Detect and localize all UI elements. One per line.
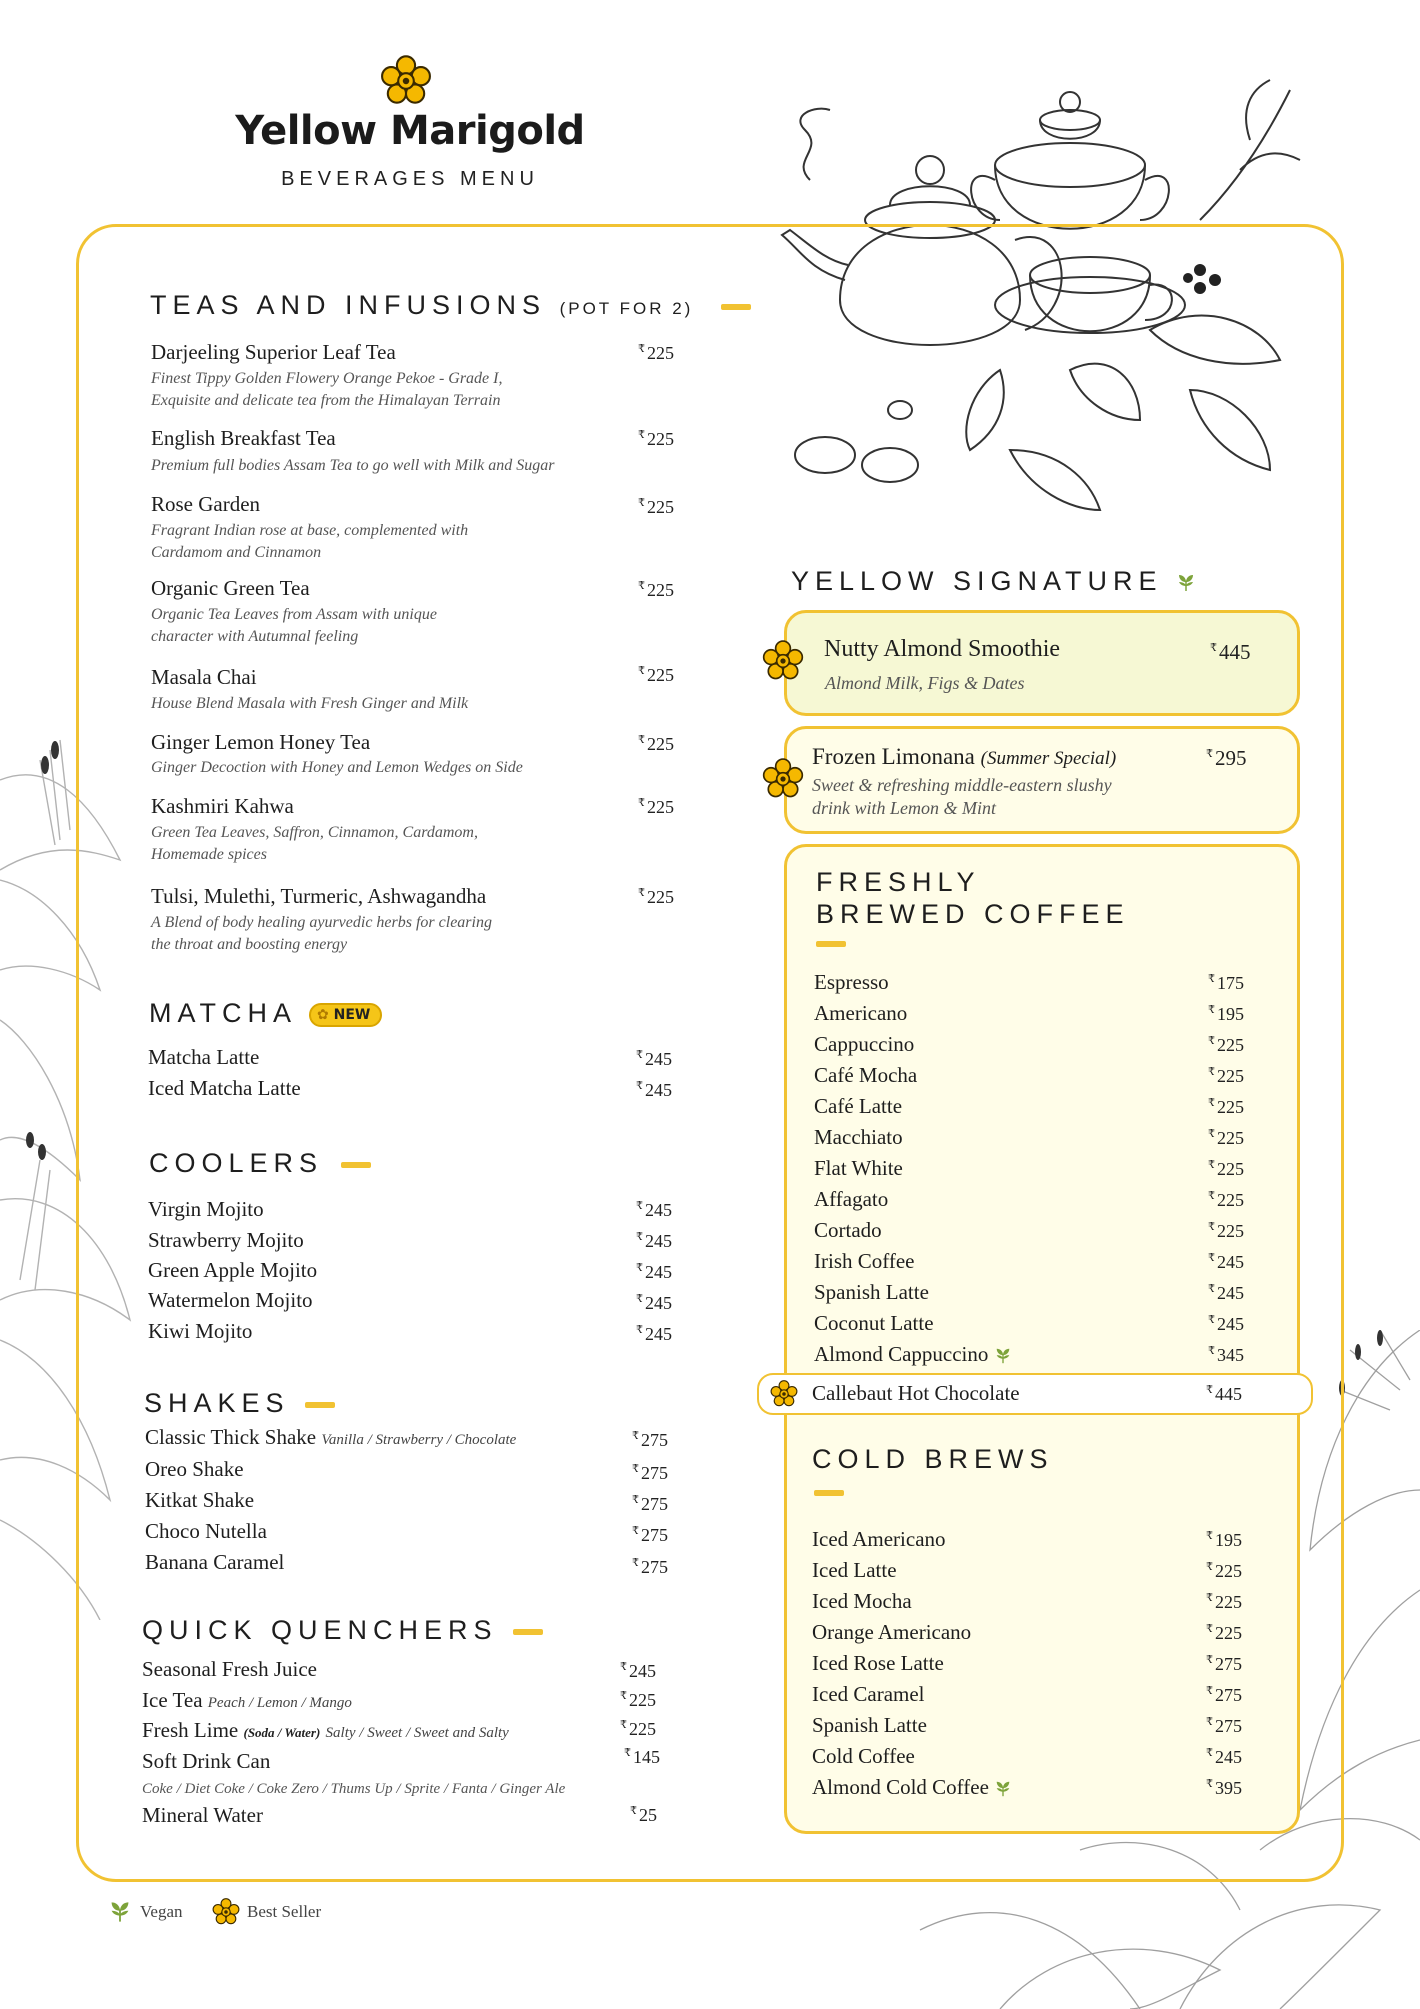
- item-price: [632, 1429, 668, 1451]
- price-value: 225: [647, 887, 674, 907]
- item-desc: [151, 912, 492, 956]
- rupee: ₹: [1208, 1035, 1215, 1047]
- teas-title: TEAS AND INFUSIONS: [150, 290, 547, 320]
- item-price: [636, 1230, 672, 1252]
- price-value: 225: [1217, 1035, 1244, 1055]
- best-seller-flower-icon: [762, 758, 804, 800]
- price-value: 225: [1215, 1561, 1242, 1581]
- item-price: [638, 664, 674, 686]
- item-price: [1208, 1189, 1244, 1211]
- vegan-leaf-icon: [1176, 573, 1196, 593]
- item-price: [1208, 1282, 1244, 1304]
- desc-line: the throat and boosting energy: [151, 936, 348, 953]
- item-price: [638, 428, 674, 450]
- item-name: Mineral Water: [142, 1803, 263, 1827]
- rupee: ₹: [1206, 1592, 1213, 1604]
- price-value: 225: [1217, 1190, 1244, 1210]
- coolers-title: COOLERS: [149, 1148, 324, 1178]
- item-name: Cappuccino: [814, 1032, 915, 1056]
- vegan-leaf-icon: [108, 1900, 132, 1924]
- rupee: ₹: [1208, 1283, 1215, 1295]
- best-seller-flower-icon: [762, 640, 804, 682]
- item-price: [1206, 1715, 1242, 1737]
- item-name: Matcha Latte: [148, 1045, 260, 1069]
- item-desc: [151, 520, 468, 564]
- rupee: ₹: [630, 1805, 637, 1817]
- item-price: [1208, 1127, 1244, 1149]
- price-value: 225: [647, 734, 674, 754]
- rupee: ₹: [632, 1430, 639, 1442]
- heading-dash: [814, 1490, 844, 1496]
- item-name: Soft Drink Can: [142, 1749, 271, 1773]
- rupee: ₹: [638, 429, 645, 441]
- price-value: 225: [1217, 1066, 1244, 1086]
- rupee: ₹: [620, 1690, 627, 1702]
- item-price: [1206, 1383, 1242, 1405]
- rupee: ₹: [1208, 1159, 1215, 1171]
- desc-line: Cardamom and Cinnamon: [151, 544, 322, 561]
- legend-vegan: Vegan: [140, 1902, 183, 1921]
- rupee: ₹: [1210, 642, 1217, 654]
- desc-line: Exquisite and delicate tea from the Himalayan Terrain: [151, 392, 501, 409]
- item-price: [1208, 1034, 1244, 1056]
- quenchers-title: QUICK QUENCHERS: [142, 1615, 498, 1645]
- item-name-text: Ice Tea: [142, 1688, 203, 1712]
- price-value: 225: [1217, 1159, 1244, 1179]
- item-variants: Peach / Lemon / Mango: [207, 1695, 352, 1711]
- price-value: 245: [645, 1049, 672, 1069]
- rupee: ₹: [638, 580, 645, 592]
- heading-dash: [305, 1402, 335, 1408]
- rupee: ₹: [1206, 1747, 1213, 1759]
- item-price: [1208, 1344, 1244, 1366]
- heading-dash: [513, 1629, 543, 1635]
- price-value: 275: [641, 1525, 668, 1545]
- price-value: 225: [1215, 1623, 1242, 1643]
- item-desc: [151, 604, 437, 648]
- price-value: 275: [641, 1463, 668, 1483]
- rupee: ₹: [1208, 1221, 1215, 1233]
- desc-line: Sweet & refreshing middle-eastern slushy: [812, 775, 1112, 795]
- price-value: 225: [1217, 1221, 1244, 1241]
- badge-flower-icon: ✿: [317, 1006, 329, 1023]
- rupee: ₹: [620, 1719, 627, 1731]
- item-name: Oreo Shake: [145, 1457, 244, 1481]
- item-name: Flat White: [814, 1156, 903, 1180]
- desc-line: Finest Tippy Golden Flowery Orange Pekoe - Grade I,: [151, 370, 503, 387]
- item-variants: Salty / Sweet / Sweet and Salty: [325, 1725, 509, 1741]
- cold-brews-heading: [812, 1444, 1054, 1475]
- item-name: Cold Coffee: [812, 1744, 915, 1768]
- rupee: ₹: [636, 1262, 643, 1274]
- item-name: Callebaut Hot Chocolate: [812, 1381, 1020, 1405]
- price-value: 245: [645, 1200, 672, 1220]
- item-name: Virgin Mojito: [148, 1197, 264, 1221]
- price-value: 345: [1217, 1345, 1244, 1365]
- item-price: [1208, 1096, 1244, 1118]
- price-value: 275: [1215, 1685, 1242, 1705]
- price-value: 225: [629, 1690, 656, 1710]
- best-seller-flower-icon: [770, 1380, 798, 1408]
- price-value: 225: [1217, 1097, 1244, 1117]
- price-value: 175: [1217, 973, 1244, 993]
- rupee: ₹: [636, 1049, 643, 1061]
- item-name: Spanish Latte: [812, 1713, 927, 1737]
- rupee: ₹: [1208, 1128, 1215, 1140]
- rupee: ₹: [636, 1200, 643, 1212]
- item-name-text: Almond Cold Coffee: [812, 1775, 989, 1799]
- signature-title: YELLOW SIGNATURE: [791, 566, 1163, 596]
- marigold-logo-icon: [380, 55, 432, 107]
- price-value: 245: [1217, 1283, 1244, 1303]
- shakes-title: SHAKES: [144, 1388, 290, 1418]
- price-value: 145: [633, 1747, 660, 1767]
- coffee-title-line: BREWED COFFEE: [816, 899, 1130, 929]
- item-name: [145, 1425, 516, 1450]
- price-value: 245: [645, 1080, 672, 1100]
- item-desc: Almond Milk, Figs & Dates: [825, 673, 1025, 693]
- item-price: [1206, 1777, 1242, 1799]
- item-name-text: Frozen Limonana: [812, 744, 975, 769]
- desc-line: Premium full bodies Assam Tea to go well with Milk and Sugar: [151, 457, 555, 474]
- item-name: Spanish Latte: [814, 1280, 929, 1304]
- item-price: [638, 796, 674, 818]
- rupee: ₹: [632, 1525, 639, 1537]
- price-value: 225: [1215, 1592, 1242, 1612]
- item-price: [638, 496, 674, 518]
- item-desc: [151, 757, 523, 779]
- item-price: [638, 733, 674, 755]
- item-price: [1206, 1560, 1242, 1582]
- item-price: [636, 1323, 672, 1345]
- price-value: 245: [645, 1324, 672, 1344]
- item-variants: Vanilla / Strawberry / Chocolate: [321, 1432, 517, 1448]
- item-desc: [151, 693, 468, 715]
- item-name: [142, 1688, 352, 1713]
- rupee: ₹: [624, 1747, 631, 1759]
- item-price: [1208, 1158, 1244, 1180]
- item-name: [812, 744, 1116, 770]
- price-value: 245: [645, 1262, 672, 1282]
- item-name: Iced Rose Latte: [812, 1651, 944, 1675]
- item-name: Seasonal Fresh Juice: [142, 1657, 317, 1681]
- item-special: (Summer Special): [980, 748, 1117, 769]
- price-value: 245: [645, 1231, 672, 1251]
- vegan-leaf-icon: [994, 1780, 1012, 1798]
- coolers-heading: [149, 1148, 371, 1179]
- menu-subtitle: BEVERAGES MENU: [281, 168, 539, 190]
- item-price: [1206, 746, 1247, 771]
- rupee: ₹: [1208, 973, 1215, 985]
- item-name: Irish Coffee: [814, 1249, 915, 1273]
- item-name: Ginger Lemon Honey Tea: [151, 730, 371, 754]
- vegan-leaf-icon: [994, 1347, 1012, 1365]
- item-name: Tulsi, Mulethi, Turmeric, Ashwagandha: [151, 884, 487, 908]
- item-price: [620, 1689, 656, 1711]
- rupee: ₹: [1206, 1561, 1213, 1573]
- heading-dash: [816, 941, 846, 947]
- item-price: [620, 1718, 656, 1740]
- item-price: [1206, 1591, 1242, 1613]
- rupee: ₹: [636, 1231, 643, 1243]
- price-value: 225: [647, 580, 674, 600]
- rupee: ₹: [620, 1661, 627, 1673]
- item-name: Masala Chai: [151, 665, 257, 689]
- item-price: [638, 342, 674, 364]
- item-price: [632, 1556, 668, 1578]
- badge-label: NEW: [333, 1006, 371, 1023]
- price-value: 225: [629, 1719, 656, 1739]
- rupee: ₹: [632, 1494, 639, 1506]
- rupee: ₹: [636, 1080, 643, 1092]
- price-value: 245: [1215, 1747, 1242, 1767]
- item-name: Espresso: [814, 970, 889, 994]
- item-price: [632, 1493, 668, 1515]
- item-name: Orange Americano: [812, 1620, 972, 1644]
- heading-dash: [341, 1162, 371, 1168]
- item-name: Strawberry Mojito: [148, 1228, 304, 1252]
- desc-line: drink with Lemon & Mint: [812, 798, 996, 818]
- price-value: 245: [1217, 1314, 1244, 1334]
- price-value: 225: [647, 429, 674, 449]
- item-name-text: Classic Thick Shake: [145, 1425, 317, 1449]
- item-name-text: Almond Cappuccino: [814, 1342, 989, 1366]
- price-value: 275: [641, 1557, 668, 1577]
- price-value: 275: [641, 1430, 668, 1450]
- price-value: 275: [1215, 1654, 1242, 1674]
- item-desc: [151, 822, 478, 866]
- item-name: [814, 1342, 1012, 1367]
- item-name: [142, 1718, 509, 1743]
- rupee: ₹: [638, 665, 645, 677]
- price-value: 445: [1215, 1384, 1242, 1404]
- item-name: Watermelon Mojito: [148, 1288, 313, 1312]
- rupee: ₹: [638, 887, 645, 899]
- rupee: ₹: [636, 1293, 643, 1305]
- item-name: Darjeeling Superior Leaf Tea: [151, 340, 396, 364]
- item-name: Iced Matcha Latte: [148, 1076, 301, 1100]
- coffee-title-line: FRESHLY: [816, 867, 981, 897]
- coffee-heading: [816, 866, 1130, 930]
- rupee: ₹: [1208, 1314, 1215, 1326]
- item-name: Americano: [814, 1001, 908, 1025]
- legend-best-seller: Best Seller: [247, 1902, 322, 1921]
- item-price: [632, 1462, 668, 1484]
- item-name: Iced Mocha: [812, 1589, 912, 1613]
- price-value: 275: [641, 1494, 668, 1514]
- matcha-title: MATCHA: [149, 998, 296, 1028]
- item-name: Kitkat Shake: [145, 1488, 255, 1512]
- rupee: ₹: [636, 1324, 643, 1336]
- teas-note: (POT FOR 2): [559, 299, 694, 318]
- price-value: 245: [1217, 1252, 1244, 1272]
- item-price: [630, 1804, 657, 1826]
- rupee: ₹: [1206, 1530, 1213, 1542]
- item-desc: [151, 455, 554, 477]
- price-value: 195: [1215, 1530, 1242, 1550]
- matcha-heading: [149, 998, 382, 1029]
- price-value: 445: [1219, 640, 1251, 664]
- item-desc: [151, 368, 502, 412]
- price-value: 295: [1215, 746, 1247, 770]
- item-name: Iced Caramel: [812, 1682, 925, 1706]
- rupee: ₹: [1206, 1384, 1213, 1396]
- desc-line: Ginger Decoction with Honey and Lemon Wedges on Side: [151, 759, 523, 776]
- item-price: [1206, 1622, 1242, 1644]
- item-name: Banana Caramel: [145, 1550, 285, 1574]
- item-name: Organic Green Tea: [151, 576, 310, 600]
- item-price: [636, 1079, 672, 1101]
- price-value: 275: [1215, 1716, 1242, 1736]
- item-name: Affagato: [814, 1187, 889, 1211]
- item-name: Iced Latte: [812, 1558, 897, 1582]
- item-name: [812, 1775, 1012, 1800]
- price-value: 245: [645, 1293, 672, 1313]
- new-badge: [309, 1003, 382, 1027]
- item-price: [638, 886, 674, 908]
- item-price: [1210, 640, 1251, 665]
- signature-heading: [791, 566, 1196, 597]
- item-price: [1206, 1746, 1242, 1768]
- item-name: Cortado: [814, 1218, 882, 1242]
- price-value: 225: [647, 797, 674, 817]
- price-value: 225: [1217, 1128, 1244, 1148]
- item-price: [638, 579, 674, 601]
- brand-name: Yellow Marigold: [235, 108, 585, 154]
- price-value: 195: [1217, 1004, 1244, 1024]
- price-value: 395: [1215, 1778, 1242, 1798]
- rupee: ₹: [1208, 1066, 1215, 1078]
- item-name: Choco Nutella: [145, 1519, 267, 1543]
- item-name: Macchiato: [814, 1125, 903, 1149]
- desc-line: character with Autumnal feeling: [151, 628, 359, 645]
- teas-heading: [150, 290, 751, 321]
- item-name: Kashmiri Kahwa: [151, 794, 294, 818]
- price-value: 225: [647, 497, 674, 517]
- item-price: [1208, 1313, 1244, 1335]
- item-price: [632, 1524, 668, 1546]
- desc-line: Organic Tea Leaves from Assam with unique: [151, 606, 437, 623]
- item-name: Nutty Almond Smoothie: [824, 636, 1061, 662]
- item-prefix: (Soda / Water): [243, 1725, 321, 1740]
- rupee: ₹: [1208, 1004, 1215, 1016]
- item-price: [636, 1048, 672, 1070]
- item-name: Café Latte: [814, 1094, 903, 1118]
- price-value: 225: [647, 665, 674, 685]
- rupee: ₹: [1206, 748, 1213, 760]
- item-price: [636, 1292, 672, 1314]
- rupee: ₹: [1206, 1623, 1213, 1635]
- item-price: [1208, 1220, 1244, 1242]
- shakes-heading: [144, 1388, 335, 1419]
- rupee: ₹: [1208, 1097, 1215, 1109]
- rupee: ₹: [632, 1463, 639, 1475]
- soft-drink-options: Coke / Diet Coke / Coke Zero / Thums Up / Sprite / Fanta / Ginger Ale: [142, 1781, 566, 1797]
- item-name: Café Mocha: [814, 1063, 918, 1087]
- rupee: ₹: [638, 343, 645, 355]
- item-name: Kiwi Mojito: [148, 1319, 253, 1343]
- desc-line: Fragrant Indian rose at base, complemented with: [151, 522, 469, 539]
- item-name: English Breakfast Tea: [151, 426, 336, 450]
- rupee: ₹: [638, 497, 645, 509]
- quenchers-heading: [142, 1615, 543, 1646]
- rupee: ₹: [1208, 1190, 1215, 1202]
- rupee: ₹: [1206, 1778, 1213, 1790]
- cold-brews-title: COLD BREWS: [812, 1444, 1054, 1474]
- rupee: ₹: [1208, 1345, 1215, 1357]
- item-price: [636, 1261, 672, 1283]
- desc-line: A Blend of body healing ayurvedic herbs for clearing: [151, 914, 492, 931]
- rupee: ₹: [1208, 1252, 1215, 1264]
- item-price: [1206, 1684, 1242, 1706]
- price-value: 25: [639, 1805, 657, 1825]
- desc-line: House Blend Masala with Fresh Ginger and Milk: [151, 695, 469, 712]
- heading-dash: [721, 304, 751, 310]
- item-name: Coconut Latte: [814, 1311, 934, 1335]
- rupee: ₹: [1206, 1716, 1213, 1728]
- item-name: Iced Americano: [812, 1527, 946, 1551]
- item-price: [620, 1660, 656, 1682]
- rupee: ₹: [632, 1557, 639, 1569]
- best-seller-flower-icon: [212, 1898, 240, 1926]
- rupee: ₹: [1206, 1654, 1213, 1666]
- item-desc: [812, 774, 1112, 820]
- item-price: [636, 1199, 672, 1221]
- item-price: [1208, 1065, 1244, 1087]
- item-price: [1206, 1653, 1242, 1675]
- desc-line: Homemade spices: [151, 846, 267, 863]
- price-value: 225: [647, 343, 674, 363]
- item-price: [1208, 1251, 1244, 1273]
- item-price: [1208, 972, 1244, 994]
- item-price: [1208, 1003, 1244, 1025]
- item-name: Rose Garden: [151, 492, 261, 516]
- rupee: ₹: [638, 797, 645, 809]
- item-price: [1206, 1529, 1242, 1551]
- item-name: Green Apple Mojito: [148, 1258, 318, 1282]
- rupee: ₹: [1206, 1685, 1213, 1697]
- desc-line: Green Tea Leaves, Saffron, Cinnamon, Cardamom,: [151, 824, 478, 841]
- item-price: [624, 1746, 660, 1768]
- item-name-text: Fresh Lime: [142, 1718, 239, 1742]
- price-value: 245: [629, 1661, 656, 1681]
- rupee: ₹: [638, 734, 645, 746]
